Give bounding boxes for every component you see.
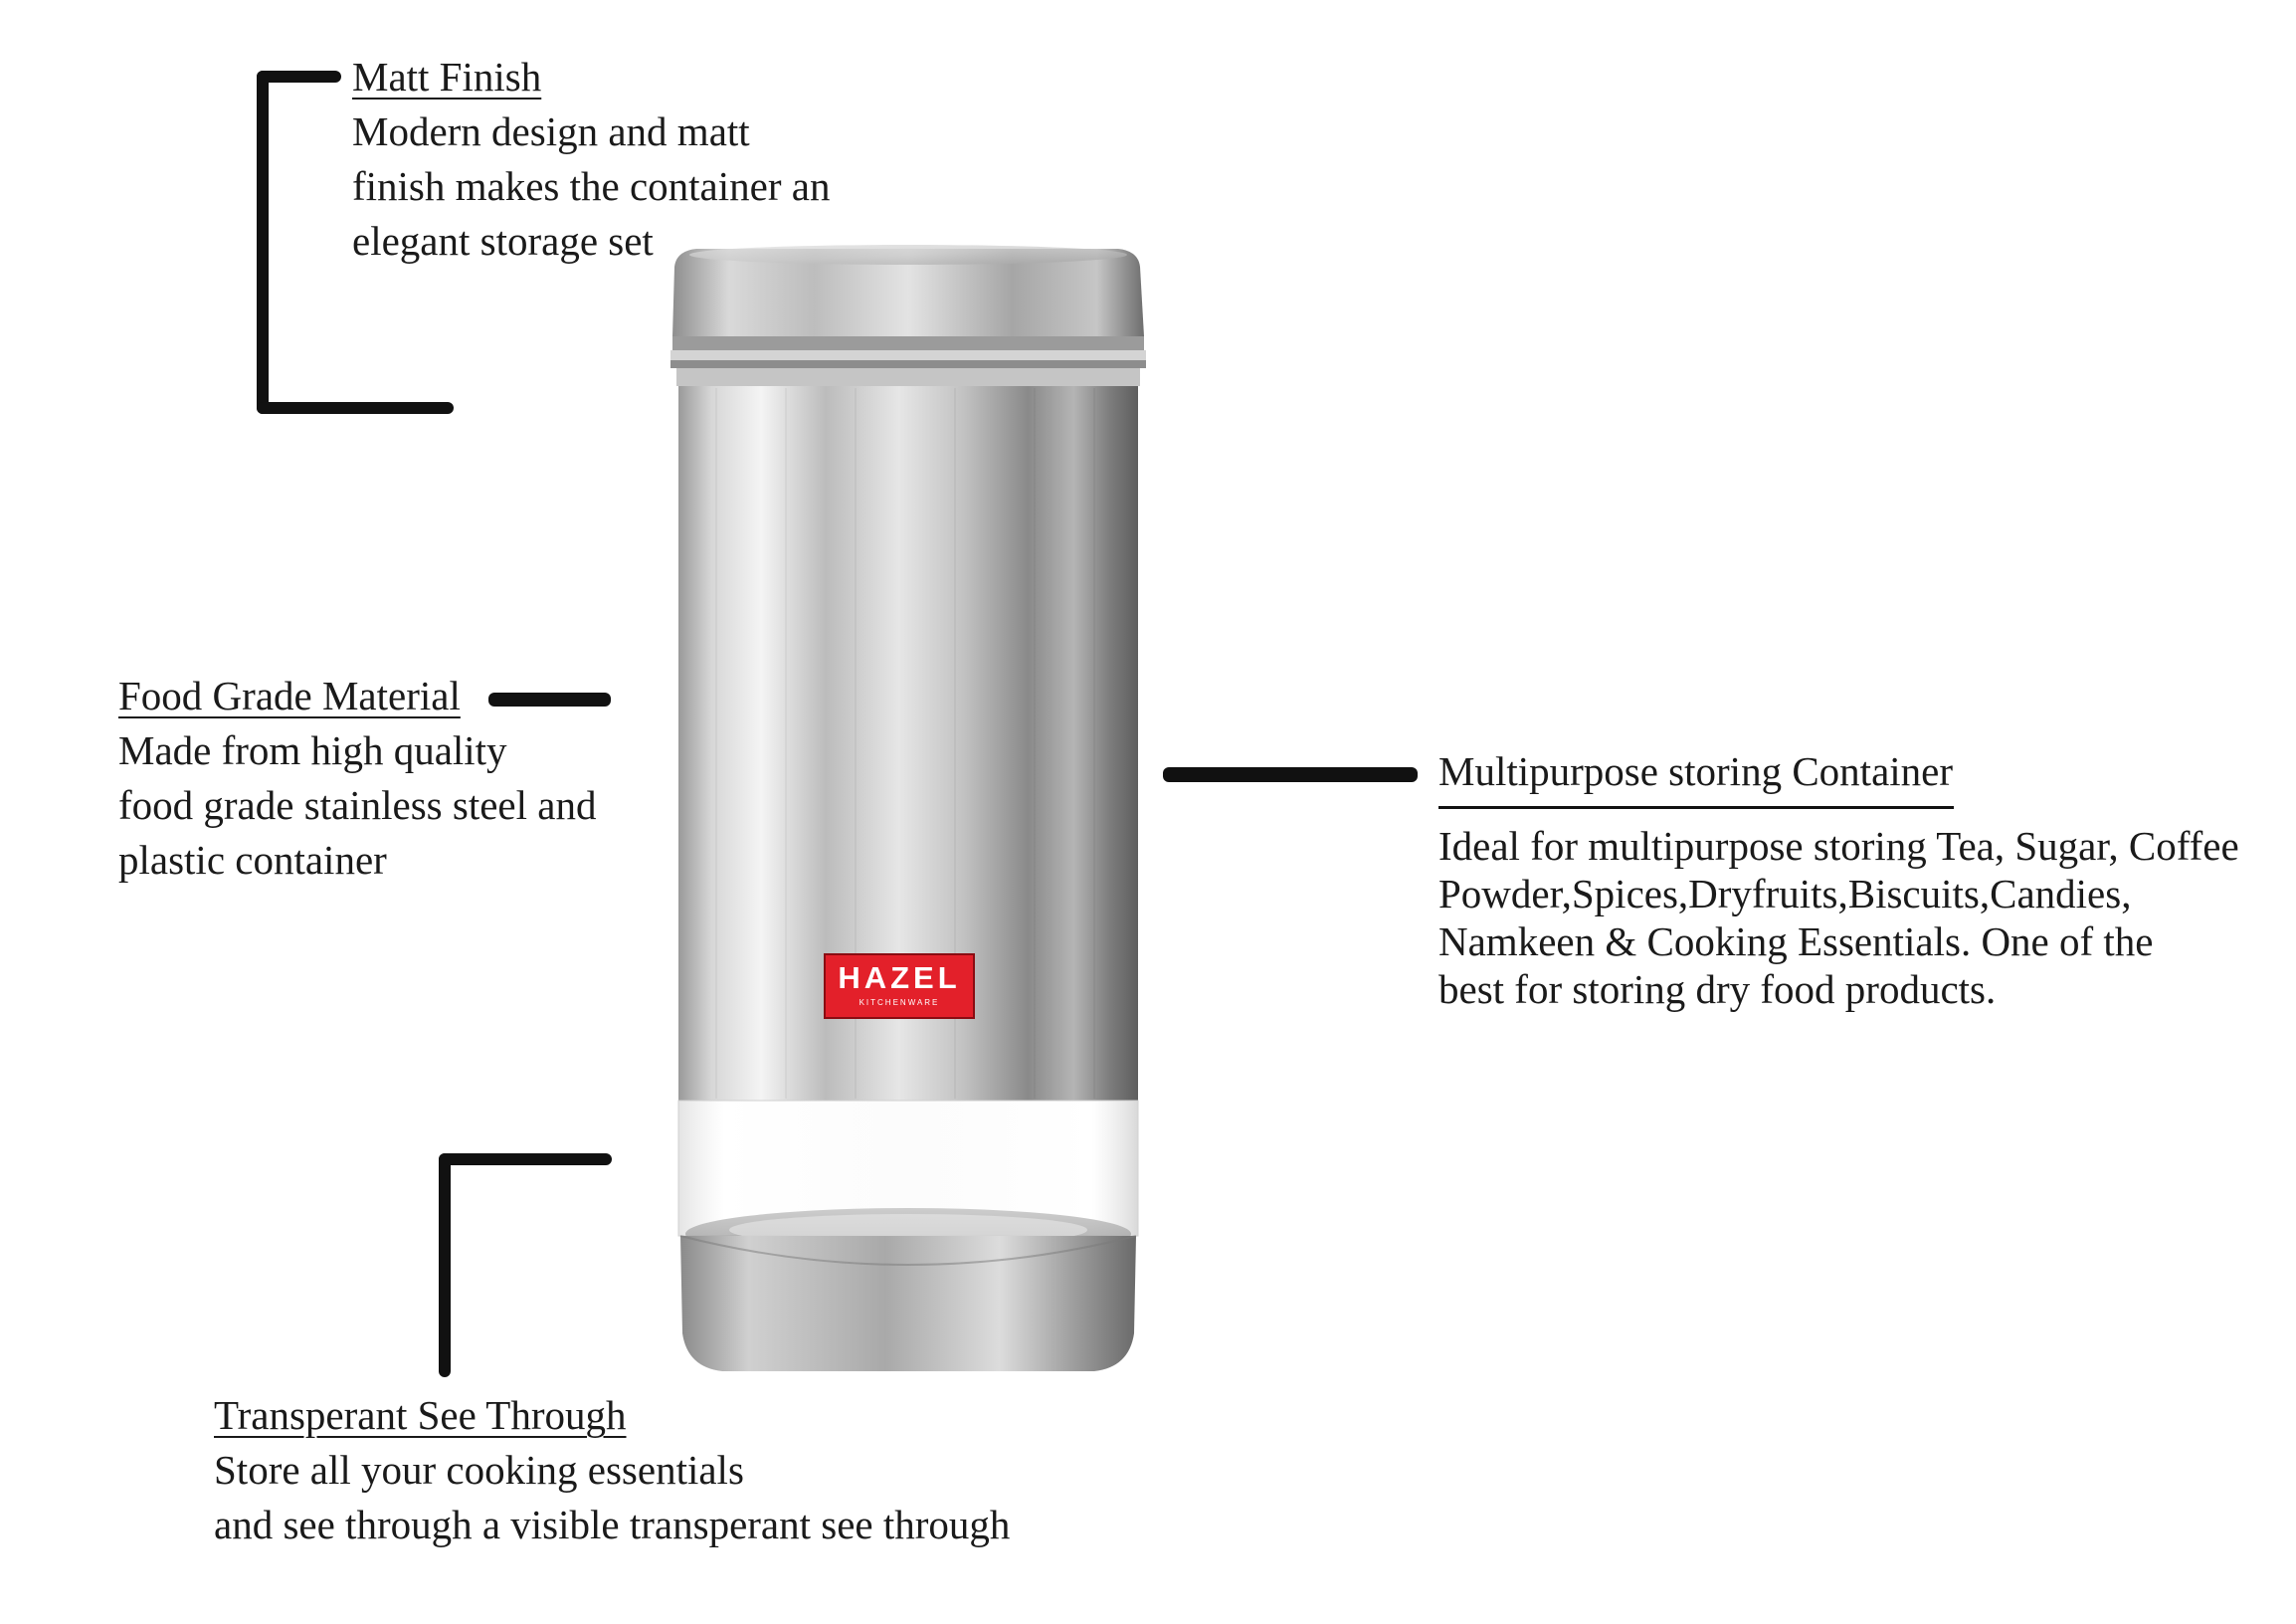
matt-finish-title: Matt Finish [352,54,542,100]
multipurpose-title-underline [1438,806,1954,809]
food-grade-feature [118,669,596,888]
food-grade-title: Food Grade Material [118,673,461,718]
multipurpose-line-4: best for storing dry food products. [1438,966,1997,1012]
multipurpose-feature [1438,744,1953,799]
jar-base [680,1236,1136,1371]
transparent-title: Transperant See Through [214,1392,627,1438]
multipurpose-description [1438,822,2239,1013]
food-grade-line-2: food grade stainless steel and [118,782,597,828]
matt-finish-line-1: Modern design and matt [352,108,750,154]
food-grade-line-1: Made from high quality [118,727,507,773]
matt-finish-feature [352,50,830,269]
multipurpose-line-1: Ideal for multipurpose storing Tea, Sugar, Coffee [1438,823,2239,869]
multipurpose-title: Multipurpose storing Container [1438,748,1954,794]
transparent-line-2: and see through a visible transperant see through [214,1502,1011,1547]
transparent-feature [214,1388,1010,1552]
transparent-bracket-top [439,1153,612,1165]
matt-finish-line-2: finish makes the container an [352,163,831,209]
multipurpose-line-3: Namkeen & Cooking Essentials. One of the [1438,918,2154,964]
brand-label [824,953,975,1019]
multipurpose-connector [1163,767,1418,782]
matt-finish-bracket-top [257,71,341,83]
brand-logo-text: HAZEL [838,960,961,995]
matt-finish-bracket-bottom [257,402,454,414]
transparent-bracket-vertical [439,1153,451,1377]
transparent-line-1: Store all your cooking essentials [214,1447,744,1493]
matt-finish-line-3: elegant storage set [352,218,654,264]
food-grade-line-3: plastic container [118,837,387,883]
brand-tagline: KITCHENWARE [859,998,940,1007]
multipurpose-line-2: Powder,Spices,Dryfruits,Biscuits,Candies, [1438,871,2132,916]
matt-finish-bracket-vertical [257,71,269,414]
